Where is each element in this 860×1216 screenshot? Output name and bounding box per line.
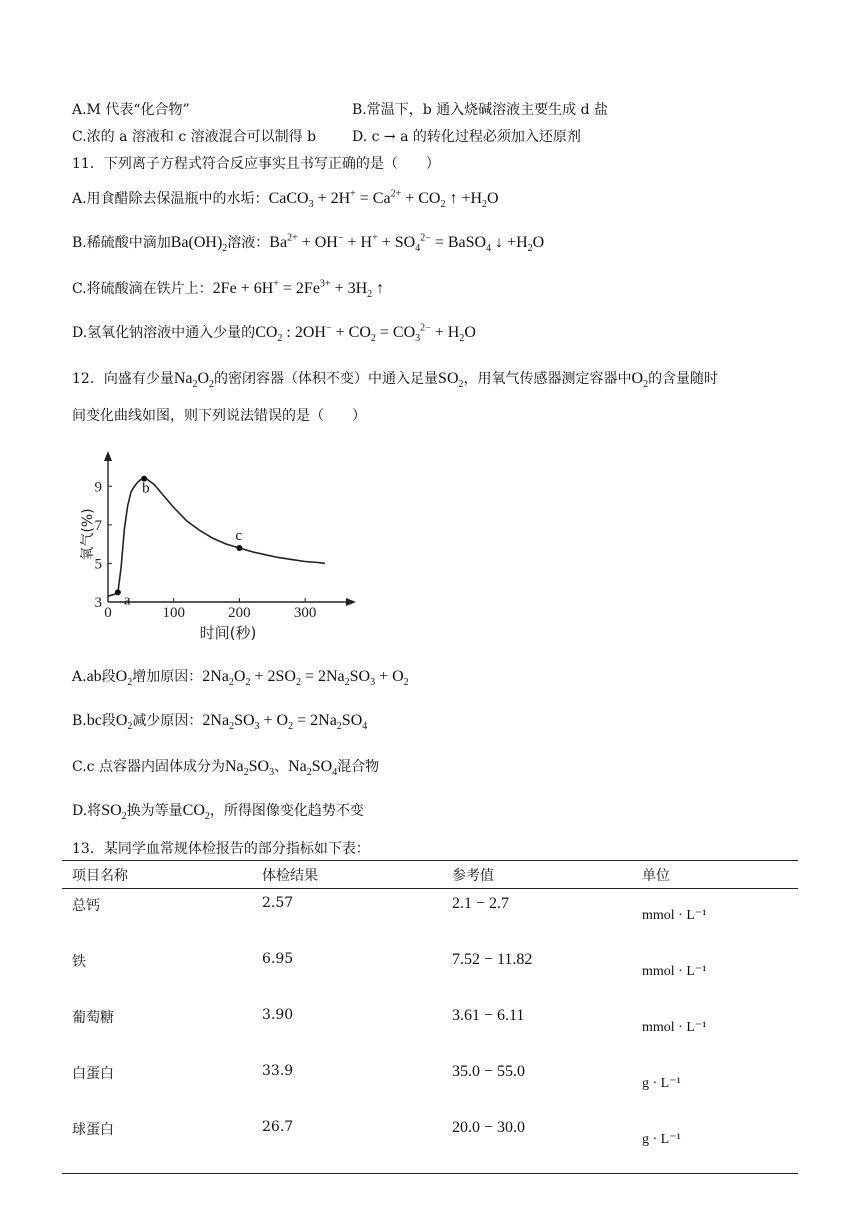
- q11-option-a: A.用食醋除去保温瓶中的水垢：CaCO$_3$ + $2H^+ = Ca^{2+} + CO_2$ ↑ $+H_2O$: [72, 188, 499, 211]
- q10-option-b: B.常温下，b 通入烧碱溶液主要生成 d 盐: [352, 102, 609, 118]
- chart-axes: [104, 451, 356, 609]
- item-reference: 20.0 − 30.0: [442, 1113, 632, 1174]
- series-line: [108, 479, 325, 597]
- y-tick-label: 7: [94, 517, 102, 534]
- q11-equation-b: $Ba^{2+} + OH^- + H^+ + SO_4^{2-}$ = BaSO$_4$ ↓ $+H_2O$: [269, 232, 545, 255]
- item-unit: mmol · L⁻¹: [642, 908, 707, 923]
- q11-option-c: C.将硫酸滴在铁片上：$2Fe + 6H^+ = 2Fe^{3+} + 3H_2$ ↑: [72, 278, 385, 301]
- q11-equation-a: CaCO$_3$ + $2H^+ = Ca^{2+} + CO_2$ ↑ $+H_2O$: [268, 188, 499, 211]
- q11-stem: 11．下列离子方程式符合反应事实且书写正确的是（ ）: [72, 156, 440, 172]
- header-reference: 参考值: [442, 861, 632, 889]
- q10-option-d: D. c → a 的转化过程必须加入还原剂: [352, 129, 581, 145]
- table-row: [62, 889, 798, 946]
- table-row: [62, 1001, 798, 1057]
- x-axis-label: 时间(秒): [199, 624, 257, 642]
- table-header-row: [62, 861, 798, 889]
- table-row: [62, 1113, 798, 1174]
- x-tick-label: 300: [293, 605, 317, 621]
- q13-stem: 13．某同学血常规体检报告的部分指标如下表：: [72, 841, 370, 857]
- point-label-b: b: [142, 480, 150, 497]
- x-tick-label: 0: [104, 605, 112, 621]
- q11-equation-d: $CO_2$ : $2OH^- + CO_2 = CO_3^{2-} + H_2O$: [255, 322, 476, 345]
- item-result: 6.95: [262, 951, 294, 967]
- y-tick-label: 9: [94, 479, 102, 496]
- q12-equation-a: $2Na_2O_2 + 2SO_2 = 2Na_2SO_3 + O_2$: [202, 668, 409, 689]
- item-result: 26.7: [252, 1113, 442, 1174]
- item-unit: mmol · L⁻¹: [642, 964, 707, 979]
- q12-stem-line2: 间变化曲线如图，则下列说法错误的是（ ）: [72, 408, 366, 424]
- point-label-a: a: [123, 592, 131, 609]
- header-unit: 单位: [632, 861, 798, 889]
- q12-option-d: D.将$SO_2$换为等量$CO_2$，所得图像变化趋势不变: [72, 802, 364, 823]
- q12-stem: 12．向盛有少量$Na_2O_2$的密闭容器（体积不变）中通入足量$SO_2$，用氧气传感器测定容器中$O_2$的含量随时: [72, 370, 719, 391]
- q10-option-c: C.浓的 a 溶液和 c 溶液混合可以制得 b: [72, 129, 317, 145]
- q12-equation-b: $2Na_2SO_3 + O_2 = 2Na_2SO_4$: [202, 712, 368, 733]
- item-reference: 3.61 − 6.11: [452, 1007, 525, 1024]
- q11-option-d: D.氢氧化钠溶液中通入少量的$CO_2$ : $2OH^- + CO_2 = CO_3^{2-} + H_2O$: [72, 322, 476, 345]
- item-name: 铁: [72, 954, 86, 970]
- y-axis-label: 氧气(%): [80, 508, 96, 561]
- q10-option-a: A.M 代表“化合物”: [72, 102, 190, 118]
- item-reference: 35.0 − 55.0: [452, 1063, 526, 1080]
- point-label-c: c: [235, 528, 243, 544]
- header-result: 体检结果: [252, 861, 442, 889]
- item-name: 总钙: [72, 898, 100, 914]
- item-unit: g · L⁻¹: [632, 1113, 798, 1174]
- item-reference: 7.52 − 11.82: [452, 951, 533, 968]
- x-tick-label: 100: [162, 605, 185, 621]
- y-axis-arrow: [104, 451, 112, 461]
- x-axis-arrow: [346, 598, 356, 606]
- table-row: [62, 1057, 798, 1113]
- item-result: 3.90: [262, 1007, 294, 1023]
- q11-option-b: B.稀硫酸中滴加$Ba(OH)_2$溶液：$Ba^{2+} + OH^- + H^+ + SO_4^{2-}$ = BaSO$_4$ ↓ $+H_2O$: [72, 232, 545, 255]
- table-row: [62, 945, 798, 1001]
- item-reference: 2.1 − 2.7: [452, 895, 510, 912]
- item-name: 白蛋白: [72, 1066, 114, 1082]
- blood-report-table: [62, 860, 798, 1174]
- item-result: 33.9: [262, 1063, 294, 1079]
- item-result: 2.57: [262, 895, 294, 911]
- y-tick-label: 3: [94, 595, 102, 611]
- header-item: 项目名称: [62, 861, 252, 889]
- q12-option-a: A.ab段$O_2$增加原因：$2Na_2O_2 + 2SO_2 = 2Na_2SO_3 + O_2$: [72, 668, 409, 689]
- item-name: 葡萄糖: [72, 1010, 114, 1026]
- item-unit: g · L⁻¹: [642, 1076, 681, 1091]
- q12-option-b: B.bc段$O_2$减少原因：$2Na_2SO_3 + O_2 = 2Na_2SO_4$: [72, 712, 368, 733]
- y-tick-label: 5: [94, 556, 102, 573]
- oxygen-chart: [80, 450, 358, 645]
- q12-option-c: C.c 点容器内固体成分为$Na_2SO_3$、$Na_2SO_4$混合物: [72, 758, 380, 779]
- point-c: [236, 545, 242, 551]
- item-unit: mmol · L⁻¹: [642, 1020, 707, 1035]
- point-a: [115, 589, 121, 595]
- item-name: 球蛋白: [62, 1113, 252, 1174]
- x-tick-label: 200: [228, 605, 251, 621]
- q11-equation-c: $2Fe + 6H^+ = 2Fe^{3+} + 3H_2$ ↑: [212, 278, 385, 301]
